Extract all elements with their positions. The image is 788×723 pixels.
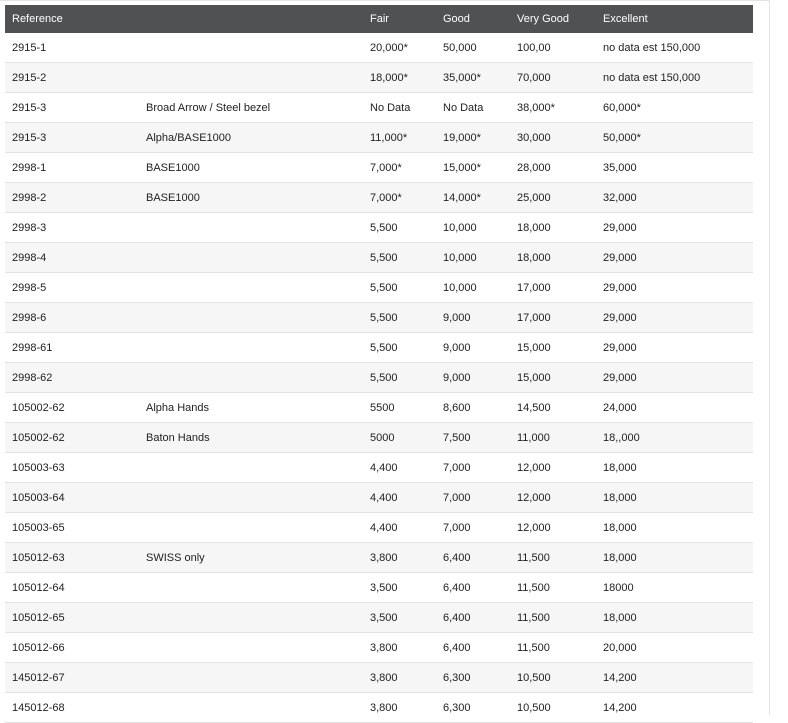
cell-good: 9,000 (436, 363, 510, 393)
cell-fair: 3,500 (363, 573, 436, 603)
cell-very-good: 17,000 (510, 273, 596, 303)
cell-fair: 4,400 (363, 513, 436, 543)
cell-reference: 2915-3 (5, 123, 139, 153)
cell-very-good: 28,000 (510, 153, 596, 183)
table-row (5, 453, 753, 483)
header-very-good: Very Good (510, 5, 596, 33)
cell-reference: 105012-63 (5, 543, 139, 573)
cell-notes (139, 363, 363, 393)
header-fair: Fair (363, 5, 436, 33)
cell-good: 7,000 (436, 453, 510, 483)
header-reference: Reference (5, 5, 139, 33)
cell-excellent: no data est 150,000 (596, 33, 753, 63)
table-row (5, 663, 753, 693)
cell-excellent: 14,200 (596, 693, 753, 723)
cell-fair: 20,000* (363, 33, 436, 63)
cell-fair: 11,000* (363, 123, 436, 153)
table-row (5, 33, 753, 63)
cell-fair: 5,500 (363, 333, 436, 363)
cell-reference: 2998-61 (5, 333, 139, 363)
table-row (5, 63, 753, 93)
cell-notes (139, 693, 363, 723)
cell-reference: 2915-1 (5, 33, 139, 63)
cell-very-good: 70,000 (510, 63, 596, 93)
cell-reference: 145012-68 (5, 693, 139, 723)
cell-notes (139, 243, 363, 273)
cell-very-good: 11,500 (510, 633, 596, 663)
table-row (5, 153, 753, 183)
cell-very-good: 11,500 (510, 603, 596, 633)
cell-excellent: 18,000 (596, 513, 753, 543)
cell-good: 10,000 (436, 273, 510, 303)
cell-notes (139, 213, 363, 243)
cell-fair: 5000 (363, 423, 436, 453)
cell-notes (139, 513, 363, 543)
cell-very-good: 38,000* (510, 93, 596, 123)
cell-very-good: 30,000 (510, 123, 596, 153)
cell-fair: 5,500 (363, 243, 436, 273)
table-row (5, 93, 753, 123)
cell-excellent: 18,,000 (596, 423, 753, 453)
cell-fair: 7,000* (363, 153, 436, 183)
cell-very-good: 18,000 (510, 213, 596, 243)
cell-good: 50,000 (436, 33, 510, 63)
cell-good: 6,400 (436, 543, 510, 573)
cell-reference: 145012-67 (5, 663, 139, 693)
cell-notes (139, 663, 363, 693)
table-row (5, 633, 753, 663)
header-row (5, 5, 753, 33)
cell-excellent: 32,000 (596, 183, 753, 213)
cell-notes (139, 603, 363, 633)
cell-notes (139, 453, 363, 483)
cell-very-good: 25,000 (510, 183, 596, 213)
cell-notes (139, 303, 363, 333)
table-row (5, 603, 753, 633)
cell-fair: 3,800 (363, 693, 436, 723)
cell-good: 8,600 (436, 393, 510, 423)
cell-fair: 5,500 (363, 273, 436, 303)
cell-good: 9,000 (436, 303, 510, 333)
cell-reference: 2998-1 (5, 153, 139, 183)
cell-good: 35,000* (436, 63, 510, 93)
cell-fair: 5,500 (363, 363, 436, 393)
price-table-body (5, 33, 753, 723)
page-right-border (769, 0, 770, 715)
cell-reference: 105012-64 (5, 573, 139, 603)
cell-good: 6,400 (436, 633, 510, 663)
cell-excellent: 35,000 (596, 153, 753, 183)
cell-notes (139, 63, 363, 93)
cell-excellent: 29,000 (596, 243, 753, 273)
cell-good: 9,000 (436, 333, 510, 363)
page-top-border (0, 0, 770, 1)
cell-reference: 2998-62 (5, 363, 139, 393)
cell-fair: 3,800 (363, 663, 436, 693)
cell-very-good: 15,000 (510, 363, 596, 393)
cell-notes: Broad Arrow / Steel bezel (139, 93, 363, 123)
price-table (5, 5, 753, 723)
cell-fair: 4,400 (363, 483, 436, 513)
cell-good: 10,000 (436, 213, 510, 243)
cell-good: 10,000 (436, 243, 510, 273)
cell-reference: 105002-62 (5, 393, 139, 423)
cell-excellent: 29,000 (596, 363, 753, 393)
table-row (5, 513, 753, 543)
cell-very-good: 18,000 (510, 243, 596, 273)
table-row (5, 123, 753, 153)
cell-fair: 7,000* (363, 183, 436, 213)
cell-good: 6,400 (436, 573, 510, 603)
table-row (5, 573, 753, 603)
cell-excellent: 24,000 (596, 393, 753, 423)
cell-reference: 2998-2 (5, 183, 139, 213)
cell-notes: Alpha Hands (139, 393, 363, 423)
cell-reference: 2998-6 (5, 303, 139, 333)
cell-very-good: 12,000 (510, 513, 596, 543)
cell-reference: 2998-5 (5, 273, 139, 303)
cell-fair: 3,800 (363, 633, 436, 663)
cell-very-good: 10,500 (510, 663, 596, 693)
cell-very-good: 11,000 (510, 423, 596, 453)
cell-very-good: 12,000 (510, 453, 596, 483)
table-row (5, 693, 753, 723)
cell-fair: No Data (363, 93, 436, 123)
table-row (5, 543, 753, 573)
cell-excellent: 29,000 (596, 303, 753, 333)
cell-reference: 2998-3 (5, 213, 139, 243)
table-row (5, 213, 753, 243)
cell-excellent: 20,000 (596, 633, 753, 663)
table-row (5, 333, 753, 363)
cell-notes: BASE1000 (139, 183, 363, 213)
cell-notes: BASE1000 (139, 153, 363, 183)
cell-good: 7,000 (436, 513, 510, 543)
cell-notes (139, 483, 363, 513)
cell-reference: 105003-63 (5, 453, 139, 483)
cell-notes: Alpha/BASE1000 (139, 123, 363, 153)
table-row (5, 243, 753, 273)
cell-reference: 2915-2 (5, 63, 139, 93)
cell-reference: 105003-65 (5, 513, 139, 543)
cell-very-good: 17,000 (510, 303, 596, 333)
cell-good: 14,000* (436, 183, 510, 213)
cell-fair: 18,000* (363, 63, 436, 93)
cell-very-good: 12,000 (510, 483, 596, 513)
cell-excellent: 50,000* (596, 123, 753, 153)
cell-excellent: 29,000 (596, 213, 753, 243)
cell-excellent: 18,000 (596, 483, 753, 513)
cell-fair: 5500 (363, 393, 436, 423)
cell-good: 6,300 (436, 663, 510, 693)
table-row (5, 363, 753, 393)
cell-excellent: 29,000 (596, 333, 753, 363)
cell-good: 7,500 (436, 423, 510, 453)
cell-reference: 105003-64 (5, 483, 139, 513)
cell-excellent: 18000 (596, 573, 753, 603)
cell-notes (139, 333, 363, 363)
cell-reference: 105012-65 (5, 603, 139, 633)
cell-very-good: 11,500 (510, 573, 596, 603)
table-row (5, 183, 753, 213)
cell-notes (139, 33, 363, 63)
cell-very-good: 11,500 (510, 543, 596, 573)
cell-good: 15,000* (436, 153, 510, 183)
cell-excellent: 60,000* (596, 93, 753, 123)
cell-good: 6,400 (436, 603, 510, 633)
cell-notes: Baton Hands (139, 423, 363, 453)
cell-very-good: 10,500 (510, 693, 596, 723)
table-row (5, 393, 753, 423)
cell-excellent: no data est 150,000 (596, 63, 753, 93)
cell-reference: 2998-4 (5, 243, 139, 273)
cell-fair: 5,500 (363, 303, 436, 333)
cell-excellent: 14,200 (596, 663, 753, 693)
cell-good: 7,000 (436, 483, 510, 513)
cell-good: 19,000* (436, 123, 510, 153)
cell-excellent: 29,000 (596, 273, 753, 303)
cell-notes (139, 273, 363, 303)
table-row (5, 423, 753, 453)
cell-good: No Data (436, 93, 510, 123)
table-row (5, 483, 753, 513)
cell-fair: 4,400 (363, 453, 436, 483)
cell-excellent: 18,000 (596, 453, 753, 483)
cell-fair: 3,500 (363, 603, 436, 633)
cell-very-good: 15,000 (510, 333, 596, 363)
table-row (5, 273, 753, 303)
cell-notes (139, 573, 363, 603)
cell-notes: SWISS only (139, 543, 363, 573)
cell-excellent: 18,000 (596, 543, 753, 573)
price-table-header (5, 5, 753, 33)
cell-fair: 5,500 (363, 213, 436, 243)
cell-excellent: 18,000 (596, 603, 753, 633)
header-notes (139, 5, 363, 33)
header-excellent: Excellent (596, 5, 753, 33)
cell-reference: 105002-62 (5, 423, 139, 453)
cell-good: 6,300 (436, 693, 510, 723)
cell-notes (139, 633, 363, 663)
cell-very-good: 100,00 (510, 33, 596, 63)
cell-reference: 105012-66 (5, 633, 139, 663)
header-good: Good (436, 5, 510, 33)
cell-fair: 3,800 (363, 543, 436, 573)
table-row (5, 303, 753, 333)
cell-very-good: 14,500 (510, 393, 596, 423)
cell-reference: 2915-3 (5, 93, 139, 123)
